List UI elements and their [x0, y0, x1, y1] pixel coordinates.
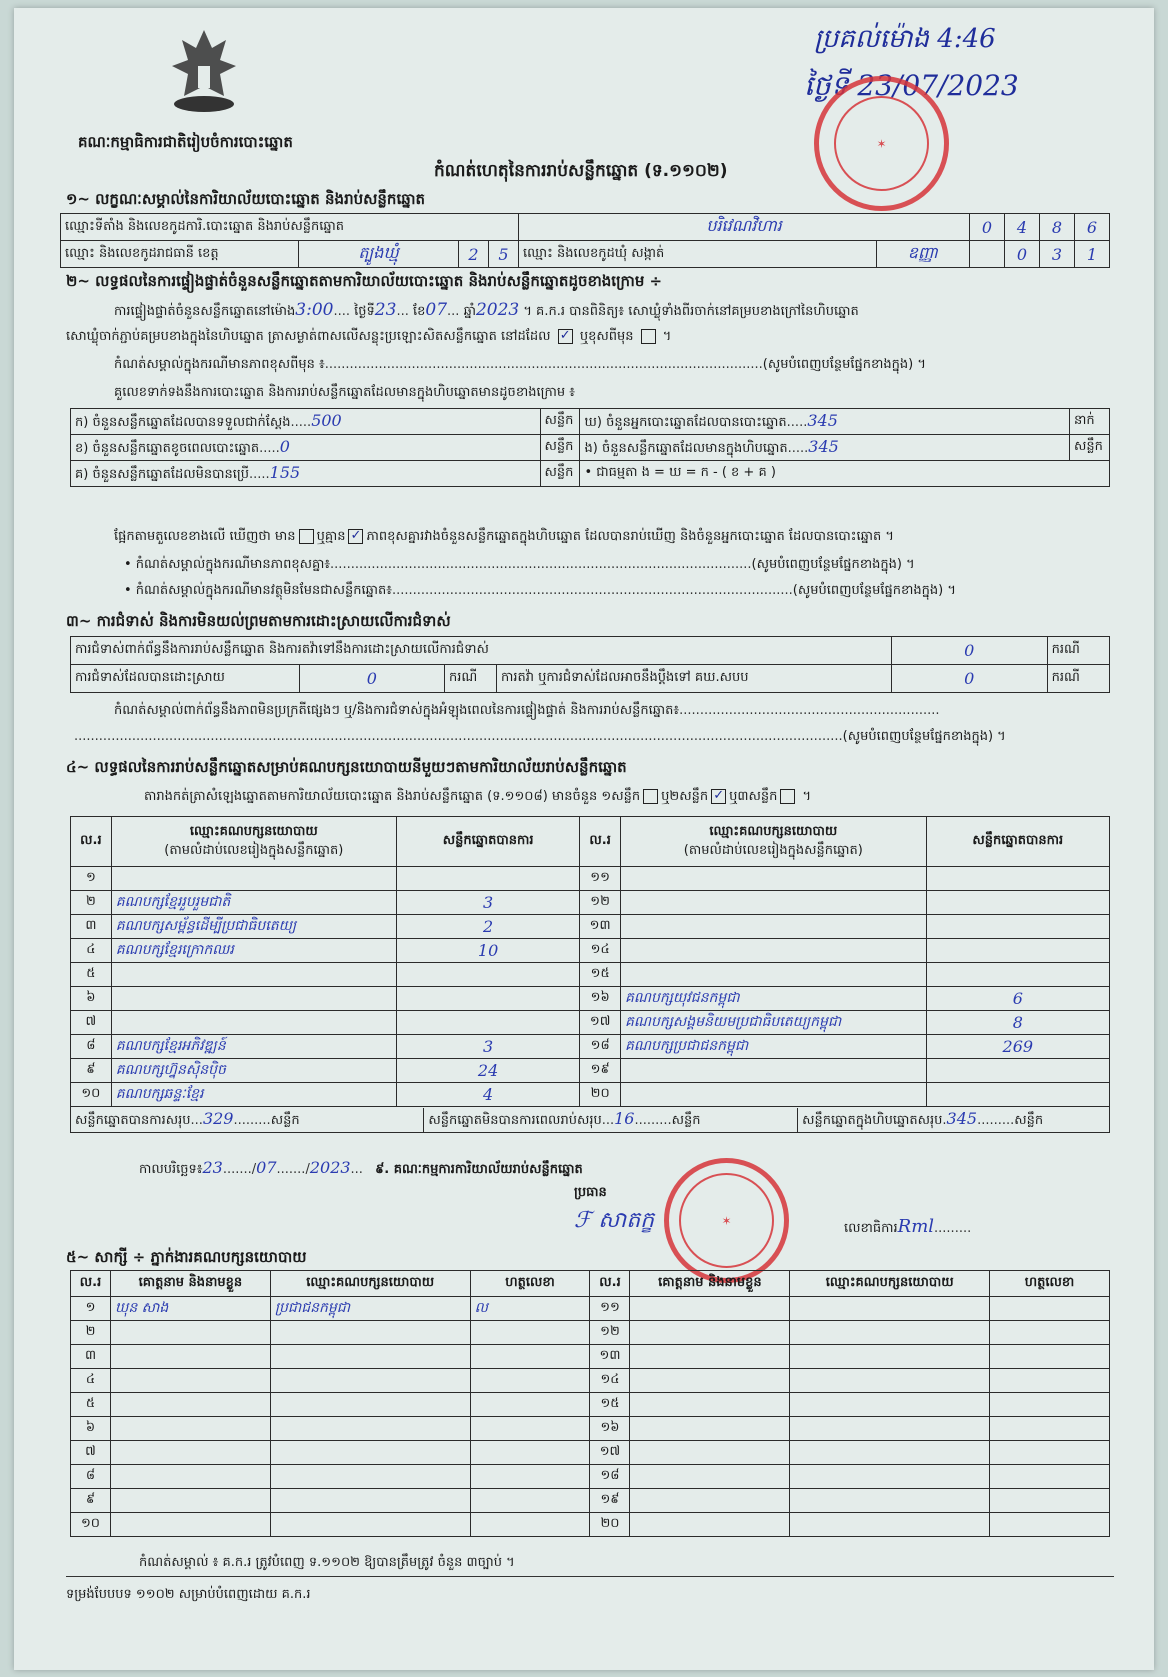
section3-note-fill: ..........................................................................................................................................................................................(សូមបំពេញបន្ថែមផ្នែកខាងក្នុង) ។	[74, 729, 1006, 744]
party-votes	[396, 867, 579, 891]
handwritten-time-note: ប្រគល់ម៉ោង 4:46	[814, 24, 996, 54]
results-row: ១ ១១	[71, 867, 1110, 891]
party-name: គណបក្សប្រជាជនកម្ពុជា	[621, 1035, 927, 1059]
party-votes: 269	[926, 1035, 1109, 1059]
party-votes: 6	[926, 987, 1109, 1011]
party-name	[621, 915, 927, 939]
changed-checkbox	[641, 329, 656, 344]
party-votes	[396, 987, 579, 1011]
section3-heading: ៣~ ការជំទាស់ និងការមិនយល់ព្រមតាមការដោះស្រាយលើការជំទាស់	[66, 612, 451, 630]
results-row: ២ គណបក្សខ្មែររួបរួមជាតិ 3 ១២	[71, 891, 1110, 915]
footer-divider	[66, 1576, 1114, 1577]
section2-para3: គួលេខទាក់ទងនឹងការបោះឆ្នោត និងការរាប់សន្លឹកឆ្នោតដែលមានក្នុងហិបឆ្នោតមានដូចខាងក្រោម ៖	[114, 385, 575, 400]
party-votes	[926, 939, 1109, 963]
party-votes	[926, 1059, 1109, 1083]
section2-para4: ផ្អែកតាមតួលេខខាងលើ ឃើញថា មាន ឬគ្មាន ✓ ភាពខុសគ្នារវាងចំនួនសន្លឹកឆ្នោតក្នុងហិបឆ្នោត ដែលបានរាប់ឃើញ និងចំនួនអ្នកបោះឆ្នោត ដែលបានបោះឆ្នោត ។	[114, 528, 894, 544]
party-votes	[926, 891, 1109, 915]
party-results-table: ល.រ ឈ្មោះគណបក្សនយោបាយ (តាមលំដាប់លេខរៀងក្នុងសន្លឹកឆ្នោត) សន្លឹកឆ្នោតបានការ ល.រ ឈ្មោះគណបក្សនយោបាយ (តាមលំដាប់លេខរៀងក្នុងសន្លឹកឆ្នោត) សន្លឹកឆ្នោតបានការ ១ ១១ ២ គណបក្សខ្មែររួបរួមជាតិ 3 ១២ ៣ គណបក្សសម្ព័ន្ធដើម្បីប្រជាធិបតេយ្យ 2 ១៣ ៤ គណបក្សខ្មែរក្រោកឈរ 10 ១៤ ៥ ១៥ ៦ ១៦ គណបក្សយុវជនកម្ពុជា 6 ៧ ១៧ គណបក្សសង្គមនិយមប្រជាធិបតេយ្យកម្ពុជា 8 ៨ គណបក្សខ្មែរអភិវឌ្ឍន៍ 3 ១៨ គណបក្សប្រជាជនកម្ពុជា 269 ៩ គណបក្សហ្វ៊ុនស៊ិនប៉ិច 24 ១៩ ១០ គណបក្សឆន្ទៈខ្មែរ 4 ២០ សន្លឹកឆ្នោតបានការសរុប...329.........សន្លឹក សន្លឹកឆ្នោតមិនបានការពេលរាប់សរុប...16.........សន្លឹក សន្លឹកឆ្នោតក្នុងហិបឆ្នោតសរុប.345.........សន្លឹក	[70, 816, 1110, 1133]
section4-date: កាលបរិច្ឆេទ៖23......./07......./2023... ៩. គណៈកម្មការការិយាល័យរាប់សន្លឹកឆ្នោត	[139, 1158, 583, 1177]
witness-row: ៧ ១៧	[71, 1441, 1110, 1465]
section4-heading: ៤~ លទ្ធផលនៃការរាប់សន្លឹកឆ្នោតសម្រាប់គណបក្សនយោបាយនីមួយៗតាមការិយាល័យរាប់សន្លឹកឆ្នោត	[66, 758, 627, 776]
party-votes: 3	[396, 1035, 579, 1059]
official-stamp-bottom: ✶	[664, 1158, 789, 1283]
results-row: ៨ គណបក្សខ្មែរអភិវឌ្ឍន៍ 3 ១៨ គណបក្សប្រជាជនកម្ពុជា 269	[71, 1035, 1110, 1059]
total-valid: 329	[202, 1108, 234, 1128]
party-name: គណបក្សខ្មែរអភិវឌ្ឍន៍	[111, 1035, 396, 1059]
org-name: គណៈកម្មាធិការជាតិរៀបចំការបោះឆ្នោត	[78, 133, 293, 151]
party-votes	[926, 915, 1109, 939]
total-in-box: 345	[946, 1108, 978, 1128]
section2-bullet2: • កំណត់សម្គាល់ក្នុងករណីមានវត្ថុមិនមែនជាសន្លឹកឆ្នោត៖.................................................................................................(សូមបំពេញបន្ថែមផ្នែកខាងក្នុង) ។	[124, 583, 956, 598]
results-row: ៤ គណបក្សខ្មែរក្រោកឈរ 10 ១៤	[71, 939, 1110, 963]
party-name	[621, 939, 927, 963]
results-row: ៩ គណបក្សហ្វ៊ុនស៊ិនប៉ិច 24 ១៩	[71, 1059, 1110, 1083]
section3-table: ការជំទាស់ពាក់ព័ន្ធនឹងការរាប់សន្លឹកឆ្នោត និងការតវ៉ាទៅនឹងការដោះស្រាយលើការជំទាស់ 0 ករណី ការជំទាស់ដែលបានដោះស្រាយ 0 ករណី ការតវ៉ា ឬការជំទាស់ដែលអាចនឹងប្តឹងទៅ គឃ.សបប 0 ករណី	[70, 636, 1110, 693]
section2-bullet1: • កំណត់សម្គាល់ក្នុងករណីមានភាពខុសគ្នា៖......................................................................................................(សូមបំពេញបន្ថែមផ្នែកខាងក្នុង) ។	[124, 557, 915, 572]
witness-row: ១០ ២០	[71, 1513, 1110, 1537]
section2-para1: ការផ្ទៀងផ្ទាត់ចំនួនសន្លឹកឆ្នោតនៅម៉ោង3:00.... ថ្ងៃទី23... ខែ07... ឆ្នាំ2023 ។ គ.ក.រ បានពិនិត្យ៖ សោឃ្លុំទាំងពីរចាក់នៅគម្របខាងក្រៅនៃហិបឆ្នោត	[114, 300, 859, 320]
results-row: ៧ ១៧ គណបក្សសង្គមនិយមប្រជាធិបតេយ្យកម្ពុជា 8	[71, 1011, 1110, 1035]
form-note: ទម្រង់បែបបទ ១១០២ សម្រាប់បំពេញដោយ គ.ក.រ	[66, 1587, 311, 1602]
party-name	[621, 891, 927, 915]
chair-label: ប្រធាន	[574, 1185, 607, 1200]
party-name: គណបក្សយុវជនកម្ពុជា	[621, 987, 927, 1011]
party-votes: 10	[396, 939, 579, 963]
party-votes: 3	[396, 891, 579, 915]
section2-grid: ក) ចំនួនសន្លឹកឆ្នោតដែលបានទទួលជាក់ស្តែង.....500 សន្លឹក ឃ) ចំនួនអ្នកបោះឆ្នោតដែលបានបោះឆ្នោត.....345 នាក់ ខ) ចំនួនសន្លឹកឆ្នោតខូចពេលបោះឆ្នោត.....0 សន្លឹក ង) ចំនួនសន្លឹកឆ្នោតដែលមានក្នុងហិបឆ្នោត.....345 សន្លឹក គ) ចំនួនសន្លឹកឆ្នោតដែលមិនបានប្រើ.....155 សន្លឹក • ជាធម្មតា ង = ឃ = ក - ( ខ + គ )	[70, 408, 1110, 487]
party-votes: 8	[926, 1011, 1109, 1035]
section1-table: ឈ្មោះទីតាំង និងលេខកូដការិ.បោះឆ្នោត និងរាប់សន្លឹកឆ្នោត បរិវេណវិហារ 0 4 8 6 ឈ្មោះ និងលេខកូដរាជធានី ខេត្ត ត្បូងឃ្មុំ 2 5 ឈ្មោះ និងលេខកូដឃុំ សង្កាត់ ឧញ្ញា 0 3 1	[60, 213, 1110, 268]
party-name: គណបក្សខ្មែររួបរួមជាតិ	[111, 891, 396, 915]
total-invalid: 16	[614, 1108, 635, 1128]
s1-commune: ឧញ្ញា	[876, 241, 969, 268]
party-votes: 24	[396, 1059, 579, 1083]
results-row: ៣ គណបក្សសម្ព័ន្ធដើម្បីប្រជាធិបតេយ្យ 2 ១៣	[71, 915, 1110, 939]
party-name	[111, 987, 396, 1011]
witness-table: ល.រ គោត្តនាម និងនាមខ្លួន ឈ្មោះគណបក្សនយោបាយ ហត្ថលេខា ល.រ គោត្តនាម និងនាមខ្លួន ឈ្មោះគណបក្សនយោបាយ ហត្ថលេខា ១ ឃុន សាង ប្រជាជនកម្ពុជា ល ១១ ២ ១២ ៣ ១៣ ៤ ១៤ ៥ ១៥ ៦ ១៦ ៧ ១៧ ៨ ១៨ ៩ ១៩ ១០ ២០	[70, 1270, 1110, 1537]
party-name: គណបក្សខ្មែរក្រោកឈរ	[111, 939, 396, 963]
section5-heading: ៥~ សាក្សី ÷ ភ្នាក់ងារគណបក្សនយោបាយ	[66, 1248, 307, 1266]
witness-row: ៦ ១៦	[71, 1417, 1110, 1441]
party-votes	[926, 963, 1109, 987]
party-name	[111, 867, 396, 891]
section2-heading: ២~ លទ្ធផលនៃការផ្ទៀងផ្ទាត់ចំនួនសន្លឹកឆ្នោតតាមការិយាល័យបោះឆ្នោត និងរាប់សន្លឹកឆ្នោតដូចខាងក្រោម ÷	[66, 272, 663, 290]
party-votes	[396, 963, 579, 987]
s1-row1-value: បរិវេណវិហារ	[519, 214, 970, 241]
witness-row: ៨ ១៨	[71, 1465, 1110, 1489]
results-row: ១០ គណបក្សឆន្ទៈខ្មែរ 4 ២០	[71, 1083, 1110, 1107]
party-name	[111, 1011, 396, 1035]
witness-row: ៣ ១៣	[71, 1345, 1110, 1369]
s1-row2-label1: ឈ្មោះ និងលេខកូដរាជធានី ខេត្ត	[61, 241, 299, 268]
party-name: គណបក្សឆន្ទៈខ្មែរ	[111, 1083, 396, 1107]
section3-note: កំណត់សម្គាល់ពាក់ព័ន្ធនឹងភាពមិនប្រក្រតីផ្សេងៗ ឬ/និងការជំទាស់ក្នុងអំឡុងពេលនៃការផ្ទៀងផ្ទាត់ និងការរាប់សន្លឹកឆ្នោត៖...............................................................	[114, 703, 940, 718]
party-votes: 4	[396, 1083, 579, 1107]
section1-heading: ១~ លក្ខណៈសម្គាល់នៃការិយាល័យបោះឆ្នោត និងរាប់សន្លឹកឆ្នោត	[66, 190, 426, 208]
party-name	[621, 963, 927, 987]
document-title: កំណត់ហេតុនៃការរាប់សន្លឹកឆ្នោត (ទ.១១០២)	[434, 161, 728, 181]
nec-emblem-icon	[164, 26, 244, 118]
section2-note1: កំណត់សម្គាល់ក្នុងករណីមានភាពខុសពីមុន ៖..........................................................................................................(សូមបំពេញបន្ថែមផ្នែកខាងក្នុង) ។	[114, 357, 926, 372]
party-name: គណបក្សហ្វ៊ុនស៊ិនប៉ិច	[111, 1059, 396, 1083]
document-sheet	[14, 8, 1154, 1670]
section2-para2: សោឃ្លុំចាក់ភ្ជាប់គម្របខាងក្នុងនៃហិបឆ្នោត ត្រាសម្ងាត់ពាសលើសន្លុះប្រឡោះសិតសន្លឹកឆ្នោត នៅដដែល ✓ ឬខុសពីមុន ។	[66, 328, 672, 344]
handwritten-date-note: ថ្ងៃទី 23/07/2023	[804, 69, 1019, 102]
witness-row: ១ ឃុន សាង ប្រជាជនកម្ពុជា ល ១១	[71, 1297, 1110, 1321]
party-name	[111, 963, 396, 987]
party-name: គណបក្សសម្ព័ន្ធដើម្បីប្រជាធិបតេយ្យ	[111, 915, 396, 939]
results-row: ៦ ១៦ គណបក្សយុវជនកម្ពុជា 6	[71, 987, 1110, 1011]
party-name: គណបក្សសង្គមនិយមប្រជាធិបតេយ្យកម្ពុជា	[621, 1011, 927, 1035]
party-votes	[396, 1011, 579, 1035]
witness-row: ៤ ១៤	[71, 1369, 1110, 1393]
results-row: ៥ ១៥	[71, 963, 1110, 987]
party-name	[621, 867, 927, 891]
section4-intro: តារាងកត់ត្រាសំឡេងឆ្នោតតាមការិយាល័យបោះឆ្នោត និងរាប់សន្លឹកឆ្នោត (ទ.១១០៨) មានចំនួន ១សន្លឹក ឬ២សន្លឹក ✓ ឬ៣សន្លឹក ។	[144, 788, 812, 804]
unchanged-checkbox: ✓	[558, 329, 573, 344]
footnote: កំណត់សម្គាល់ ៖ គ.ក.រ ត្រូវបំពេញ ទ.១១០២ ឱ្យបានត្រឹមត្រូវ ចំនួន ៣ច្បាប់ ។	[139, 1555, 515, 1570]
witness-row: ៩ ១៩	[71, 1489, 1110, 1513]
secretary-label: លេខាធិការRml.........	[844, 1216, 972, 1237]
s1-row2-label2: ឈ្មោះ និងលេខកូដឃុំ សង្កាត់	[519, 241, 877, 268]
s1-province: ត្បូងឃ្មុំ	[299, 241, 459, 268]
party-votes	[926, 1083, 1109, 1107]
official-stamp-top: ✶	[814, 76, 949, 211]
s1-row1-label: ឈ្មោះទីតាំង និងលេខកូដការិ.បោះឆ្នោត និងរាប់សន្លឹកឆ្នោត	[61, 214, 519, 241]
witness-row: ២ ១២	[71, 1321, 1110, 1345]
chair-signature: ℱ សាតក្ខ	[574, 1208, 655, 1233]
party-votes	[926, 867, 1109, 891]
witness-row: ៥ ១៥	[71, 1393, 1110, 1417]
party-name	[621, 1083, 927, 1107]
party-votes: 2	[396, 915, 579, 939]
party-name	[621, 1059, 927, 1083]
